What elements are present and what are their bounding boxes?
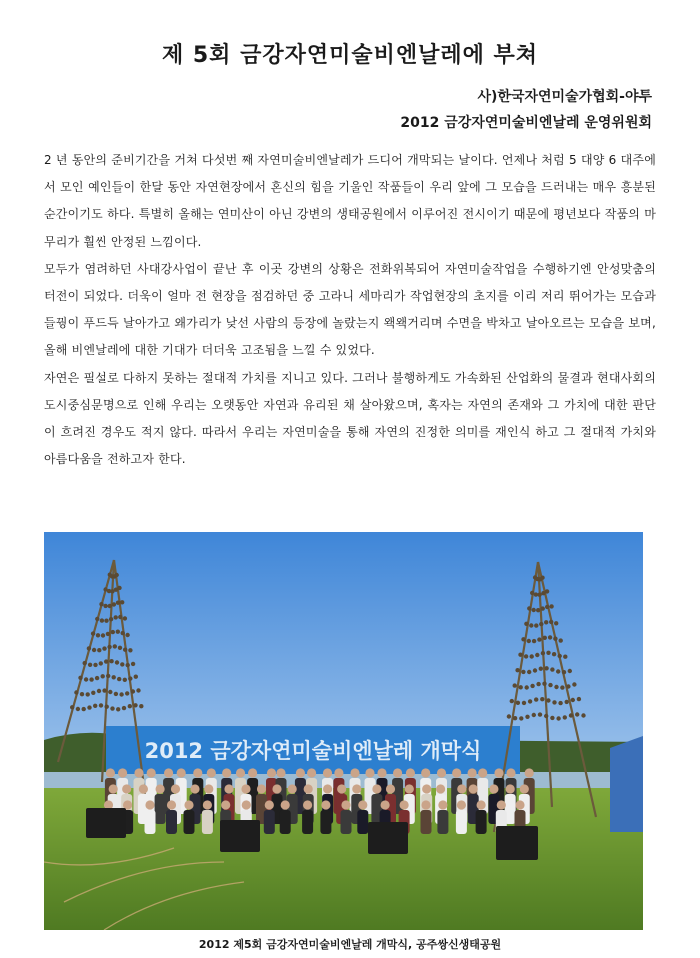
author-committee: 2012 금강자연미술비엔날레 운영위원회 [400, 115, 652, 131]
article-body [44, 147, 656, 473]
banner-text: 2012 금강자연미술비엔날레 개막식 [144, 739, 482, 763]
paragraph-2: 모두가 염려하던 사대강사업이 끝난 후 이곳 강변의 상황은 전화위복되어 자연미술작업을 수행하기엔 안성맞춤의 터전이 되었다. 더욱이 얼마 전 현장을 점검하던 중 고라니 세마리가 작업현장의 초지를 이리 저리 뛰어가는 모습과 들꿩이 푸드득 날아가고 왜가리가 낮선 사람의 등장에 놀랐는지 왝왝거리며 수면을 박차고 날아오르는 모습을 보며, 올해 비엔날레에 대한 기대가 더더욱 고조됨을 느낄 수 있었다. [44, 261, 656, 358]
author-organization: 사)한국자연미술가협회-야투 [477, 89, 652, 105]
paragraph-1: 2 년 동안의 준비기간을 거쳐 다섯번 째 자연미술비엔날레가 드디어 개막되는 날이다. 언제나 처럼 5 대양 6 대주에서 모인 예인들이 한달 동안 자연현장에서 혼신의 힘을 기울인 작품들이 우리 앞에 그 모습을 드러내는 매우 흥분된 순간이기도 하다. 특별히 올해는 연미산이 아닌 강변의 생태공원에서 이루어진 전시이기 때문에 평년보다 작품의 마무리가 훨씬 안정된 느낌이다. [44, 153, 656, 249]
photo-illustration [44, 532, 643, 930]
photo-caption: 2012 제5회 금강자연미술비엔날레 개막식, 공주쌍신생태공원 [198, 938, 502, 951]
tent [610, 736, 643, 832]
author-block [400, 84, 652, 136]
opening-ceremony-photo [44, 532, 643, 930]
paragraph-3: 자연은 필설로 다하지 못하는 절대적 가치를 지니고 있다. 그러나 불행하게도 가속화된 산업화의 물결과 현대사회의 도시중심문명으로 인해 우리는 오랫동안 자연과 유리된 채 살아왔으며, 혹자는 자연의 존재와 그 가치에 대한 판단이 흐려진 경우도 적지 않다. 따라서 우리는 자연미술을 통해 자연의 진정한 의미를 재인식 하고 그 절대적 가치와 아름다움을 전하고자 한다. [44, 370, 656, 467]
page-title: 제 5회 금강자연미술비엔날레에 부쳐 [161, 43, 539, 68]
